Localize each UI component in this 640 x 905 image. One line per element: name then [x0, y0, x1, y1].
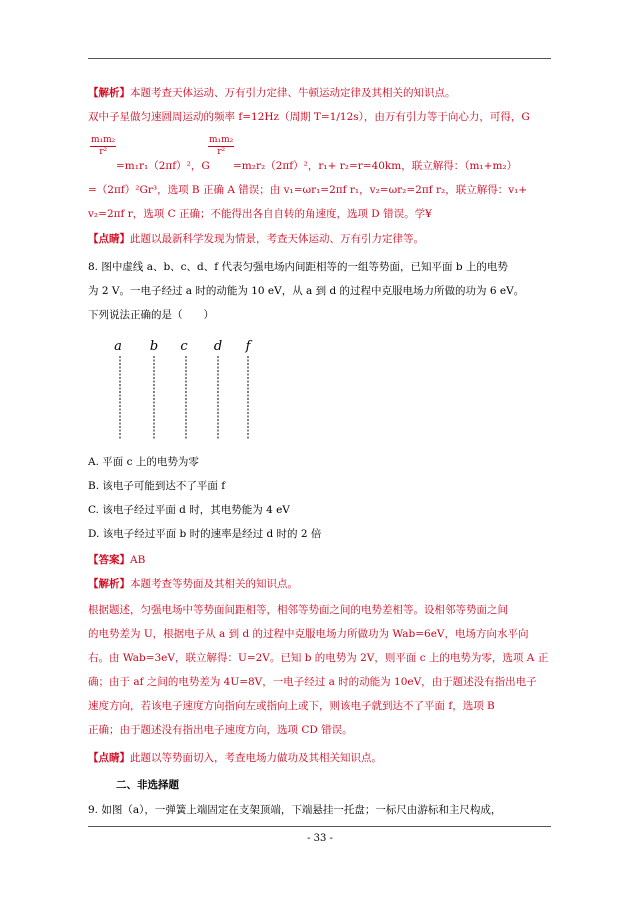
option-d: D. 该电子经过平面 b 时的速率是经过 d 时的 2 倍: [88, 528, 322, 540]
analysis-2-line-6: 速度方向，若该电子速度方向指向左或指向上或下，则该电子就到达不了平面 f，选项 B: [88, 700, 495, 712]
analysis-2-line-1: [88, 577, 558, 591]
answer-text: AB: [130, 554, 146, 566]
question-8-line-1: 8. 图中虚线 a、b、c、d、f 代表匀强电场内间距相等的一组等势面，已知平面 b 上的电势: [88, 261, 508, 273]
gravity-fraction-2: [208, 135, 234, 158]
answer: [88, 553, 558, 567]
analysis-tag: 【解析】: [88, 87, 130, 99]
answer-tag: 【答案】: [88, 554, 130, 566]
fraction-denominator: r²: [99, 147, 108, 157]
point-2: [88, 751, 558, 765]
question-9-line-1: 9. 如图（a），一弹簧上端固定在支架顶端，下端悬挂一托盘；一标尺由游标和主尺构成，: [88, 804, 502, 816]
equipotential-diagram: [110, 336, 270, 446]
point-1: [88, 232, 558, 246]
analysis-2-line-4: 右。由 Wab=3eV，联立解得：U=2V。已知 b 的电势为 2V，则平面 c 上的电势为零，选项 A 正: [88, 652, 549, 664]
option-b: B. 该电子可能到达不了平面 f: [88, 480, 226, 492]
analysis-1-line-3a: =m₁r₁（2πf）²，G: [116, 160, 210, 172]
analysis-2-line-7: 正确；由于题述没有指出电子速度方向，选项 CD 错误。: [88, 724, 353, 736]
analysis-1-text: 本题考查天体运动、万有引力定律、牛顿运动定律及其相关的知识点。: [130, 87, 456, 99]
analysis-2-line-5: 确；由于 af 之间的电势差为 4U=8V，一电子经过 a 时的动能为 10eV，由于题述没有指出电子: [88, 676, 537, 688]
point-tag: 【点睛】: [88, 752, 130, 764]
analysis-1-line-4: =（2πf）²Gr³，选项 B 正确 A 错误；由 v₁=ωr₁=2πf r₁，v₂=ωr₂=2πf r₂，联立解得：v₁+: [88, 184, 528, 196]
analysis-2-line-2: 根据题述，匀强电场中等势面间距相等，相邻等势面之间的电势差相等。设相邻等势面之间: [88, 604, 508, 616]
option-c: C. 该电子经过平面 d 时，其电势能为 4 eV: [88, 504, 290, 516]
point-tag: 【点睛】: [88, 233, 130, 245]
plane-label-a: a: [114, 339, 122, 354]
plane-label-c: c: [180, 339, 188, 354]
plane-label-d: d: [213, 339, 223, 354]
header-rule: [88, 58, 551, 59]
gravity-fraction-1: [90, 135, 116, 158]
question-8-line-3: 下列说法正确的是（ ）: [88, 309, 214, 321]
analysis-2-text: 本题考查等势面及其相关的知识点。: [130, 578, 298, 590]
page-number: - 33 -: [307, 833, 333, 844]
analysis-1-line-3b: =m₂r₂（2πf）²，r₁+ r₂=r=40km，联立解得：（m₁+m₂）: [233, 160, 518, 172]
point-1-text: 此题以最新科学发现为情景，考查天体运动、万有引力定律等。: [130, 233, 424, 245]
analysis-tag: 【解析】: [88, 578, 130, 590]
analysis-1-line-5: v₂=2πf r，选项 C 正确；不能得出各自自转的角速度，选项 D 错误。学¥: [88, 208, 432, 220]
section-title: 二、非选择题: [116, 779, 179, 791]
plane-label-b: b: [149, 339, 159, 354]
footer-rule: [88, 826, 551, 827]
fraction-numerator: m₁m₂: [91, 135, 116, 145]
fraction-numerator: m₁m₂: [209, 135, 234, 145]
analysis-1-line-2: 双中子星做匀速圆周运动的频率 f=12Hz（周期 T=1/12s），由万有引力等于向心力，可得，G: [88, 111, 530, 123]
question-8-line-2: 为 2 V。一电子经过 a 时的动能为 10 eV，从 a 到 d 的过程中克服电场力所做的功为 6 eV。: [88, 285, 525, 297]
fraction-denominator: r²: [217, 147, 226, 157]
point-2-text: 此题以等势面切入，考查电场力做功及其相关知识点。: [130, 752, 382, 764]
option-a: A. 平面 c 上的电势为零: [88, 456, 199, 468]
analysis-2-line-3: 的电势差为 U，根据电子从 a 到 d 的过程中克服电场力所做功为 Wab=6eV，电场方向水平向: [88, 628, 529, 640]
analysis-1-line-1: [88, 86, 558, 100]
plane-label-f: f: [245, 339, 251, 354]
